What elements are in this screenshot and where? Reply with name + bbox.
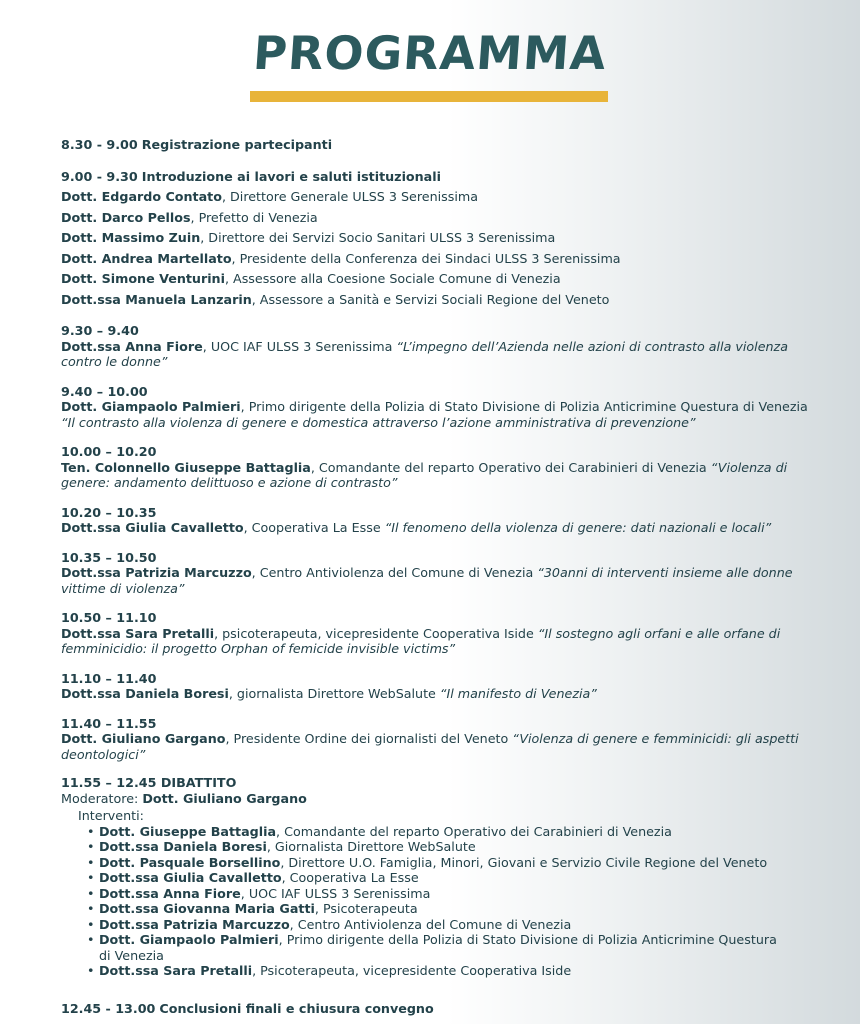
talk-speaker: Dott. Giampaolo Palmieri bbox=[61, 399, 241, 414]
interventi-label: Interventi: bbox=[78, 808, 144, 823]
programme-content bbox=[61, 137, 821, 1016]
list-item bbox=[87, 839, 821, 855]
talk-role: , Cooperativa La Esse bbox=[243, 520, 385, 535]
talk-title: “Il sostegno agli orfani e alle orfane di femminicidio: il progetto Orphan of femicide invisible victims” bbox=[61, 625, 781, 656]
talk-description bbox=[61, 686, 821, 702]
talk-item bbox=[61, 444, 821, 491]
intervento-role: , Cooperativa La Esse bbox=[281, 870, 419, 885]
talk-speaker: Dott.ssa Sara Pretalli bbox=[61, 625, 215, 641]
intro-speaker bbox=[61, 292, 821, 308]
intervento-name: Dott.ssa Patrizia Marcuzzo bbox=[99, 916, 290, 932]
intervento-role: , Giornalista Direttore WebSalute bbox=[266, 839, 476, 854]
speaker-role: , Presidente della Conferenza dei Sindaci ULSS 3 Serenissima bbox=[231, 250, 621, 266]
talk-time: 10.00 – 10.20 bbox=[61, 444, 157, 459]
talk-time: 10.20 – 10.35 bbox=[61, 504, 157, 520]
talk-title: “L’impegno dell’Azienda nelle azioni di contrasto alla violenza contro le donne” bbox=[61, 338, 788, 369]
talk-role: , Primo dirigente della Polizia di Stato Divisione di Polizia Anticrimine Questura di Venezia bbox=[240, 399, 808, 414]
talk-item bbox=[61, 550, 821, 597]
talk-role: , psicoterapeuta, vicepresidente Cooperativa Iside bbox=[214, 625, 538, 641]
registration-label: Registrazione partecipanti bbox=[141, 137, 333, 152]
talk-time: 11.40 – 11.55 bbox=[61, 715, 157, 731]
list-item bbox=[87, 824, 821, 840]
talk-speaker: Dott.ssa Daniela Boresi bbox=[61, 686, 229, 701]
talk-description bbox=[61, 460, 821, 491]
talk-role: , UOC IAF ULSS 3 Serenissima bbox=[202, 338, 397, 354]
speaker-role: , Direttore dei Servizi Socio Sanitari ULSS 3 Serenissima bbox=[200, 230, 556, 245]
closing-label: Conclusioni finali e chiusura convegno bbox=[159, 1000, 434, 1016]
talk-role: , Centro Antiviolenza del Comune di Venezia bbox=[251, 565, 538, 580]
title-underline-bar bbox=[250, 91, 608, 102]
intervento-name: Dott.ssa Daniela Boresi bbox=[99, 839, 267, 854]
talk-speaker: Dott.ssa Anna Fiore bbox=[61, 338, 203, 354]
list-item bbox=[87, 917, 821, 933]
intro-speaker bbox=[61, 251, 821, 267]
speaker-name: Dott. Andrea Martellato bbox=[61, 250, 232, 266]
speaker-name: Dott. Darco Pellos bbox=[61, 209, 191, 225]
talk-item bbox=[61, 716, 821, 763]
interventi-list bbox=[61, 824, 821, 979]
talk-item bbox=[61, 671, 821, 702]
intervento-role: , UOC IAF ULSS 3 Serenissima bbox=[240, 885, 431, 901]
talk-speaker: Dott. Giuliano Gargano bbox=[61, 731, 226, 746]
talk-item bbox=[61, 384, 821, 431]
speaker-role: , Assessore alla Coesione Sociale Comune di Venezia bbox=[224, 271, 561, 286]
talk-item bbox=[61, 323, 821, 370]
talk-description bbox=[61, 731, 821, 762]
talk-time: 9.40 – 10.00 bbox=[61, 383, 148, 399]
intervento-name: Dott.ssa Sara Pretalli bbox=[99, 963, 253, 978]
intervento-role: , Centro Antiviolenza del Comune di Venezia bbox=[289, 916, 572, 932]
intervento-role: , Comandante del reparto Operativo dei Carabinieri di Venezia bbox=[276, 823, 672, 839]
talk-speaker: Dott.ssa Giulia Cavalletto bbox=[61, 520, 244, 535]
intervento-name: Dott.ssa Anna Fiore bbox=[99, 885, 241, 901]
speaker-name: Dott.ssa Manuela Lanzarin bbox=[61, 291, 252, 307]
list-item bbox=[87, 886, 821, 902]
list-item bbox=[87, 932, 789, 963]
talk-description bbox=[61, 339, 821, 370]
intro-label: Introduzione ai lavori e saluti istituzionali bbox=[141, 168, 441, 184]
intervento-name: Dott.ssa Giovanna Maria Gatti bbox=[99, 901, 315, 916]
closing-time: 12.45 - 13.00 bbox=[61, 1000, 156, 1016]
speaker-name: Dott. Massimo Zuin bbox=[61, 230, 201, 245]
talk-description bbox=[61, 626, 821, 657]
intervento-role: , Psicoterapeuta, vicepresidente Cooperativa Iside bbox=[252, 963, 572, 978]
speaker-role: , Direttore Generale ULSS 3 Serenissima bbox=[221, 189, 479, 204]
talk-title: “30anni di interventi insieme alle donne vittime di violenza” bbox=[61, 565, 793, 596]
intervento-role: , Direttore U.O. Famiglia, Minori, Giovani e Servizio Civile Regione del Veneto bbox=[280, 854, 768, 870]
list-item bbox=[87, 963, 821, 979]
speaker-role: , Assessore a Sanità e Servizi Sociali Regione del Veneto bbox=[251, 291, 610, 307]
talk-speaker: Ten. Colonnello Giuseppe Battaglia bbox=[61, 459, 311, 475]
talk-role: , Presidente Ordine dei giornalisti del Veneto bbox=[225, 731, 513, 746]
talk-speaker: Dott.ssa Patrizia Marcuzzo bbox=[61, 565, 252, 580]
intervento-name: Dott. Giuseppe Battaglia bbox=[99, 823, 277, 839]
speaker-role: , Prefetto di Venezia bbox=[190, 209, 318, 225]
intervento-name: Dott. Pasquale Borsellino bbox=[99, 854, 281, 870]
talk-title: “Violenza di genere e femminicidi: gli aspetti deontologici” bbox=[61, 731, 799, 762]
intro-heading bbox=[61, 169, 821, 185]
moderator-prefix: Moderatore: bbox=[61, 790, 143, 806]
registration-row bbox=[61, 137, 821, 153]
talk-item bbox=[61, 505, 821, 536]
debate-heading: 11.55 – 12.45 DIBATTITO bbox=[61, 775, 237, 790]
intro-speaker bbox=[61, 189, 821, 205]
intervento-role: , Psicoterapeuta bbox=[314, 901, 418, 916]
speaker-name: Dott. Simone Venturini bbox=[61, 271, 225, 286]
talk-time: 10.35 – 10.50 bbox=[61, 549, 157, 565]
intro-speaker bbox=[61, 230, 821, 246]
list-item bbox=[87, 855, 821, 871]
intervento-role: , Primo dirigente della Polizia di Stato Divisione di Polizia Anticrimine Questura di Venezia bbox=[99, 932, 777, 963]
list-item bbox=[87, 901, 821, 917]
talk-description bbox=[61, 520, 821, 536]
page-title: PROGRAMMA bbox=[251, 26, 609, 80]
intervento-name: Dott.ssa Giulia Cavalletto bbox=[99, 870, 282, 885]
talk-time: 11.10 – 11.40 bbox=[61, 670, 157, 686]
moderator-name: Dott. Giuliano Gargano bbox=[142, 790, 307, 806]
talk-time: 10.50 – 11.10 bbox=[61, 610, 157, 625]
talk-role: , Comandante del reparto Operativo dei Carabinieri di Venezia bbox=[310, 459, 711, 475]
intervento-name: Dott. Giampaolo Palmieri bbox=[99, 932, 279, 947]
talk-description bbox=[61, 565, 821, 596]
talk-time: 9.30 – 9.40 bbox=[61, 323, 139, 338]
talk-title: “Violenza di genere: andamento delittuoso e azione di contrasto” bbox=[61, 459, 788, 490]
intro-time: 9.00 - 9.30 bbox=[61, 168, 138, 184]
talk-title: “Il manifesto di Venezia” bbox=[439, 686, 597, 701]
intro-speaker bbox=[61, 210, 821, 226]
talk-title: “Il fenomeno della violenza di genere: dati nazionali e locali” bbox=[384, 520, 772, 535]
debate-moderator bbox=[61, 791, 821, 807]
closing-row bbox=[61, 1001, 821, 1017]
intro-speaker bbox=[61, 271, 821, 287]
talk-role: , giornalista Direttore WebSalute bbox=[228, 686, 440, 701]
talk-title: “Il contrasto alla violenza di genere e domestica attraverso l’azione amministrativa di prevenzione” bbox=[61, 414, 696, 430]
list-item bbox=[87, 870, 821, 886]
talk-description bbox=[61, 399, 821, 430]
registration-time: 8.30 - 9.00 bbox=[61, 137, 138, 152]
debate-section bbox=[61, 775, 821, 979]
intro-section bbox=[61, 169, 821, 308]
speaker-name: Dott. Edgardo Contato bbox=[61, 189, 222, 204]
talk-item bbox=[61, 610, 821, 657]
